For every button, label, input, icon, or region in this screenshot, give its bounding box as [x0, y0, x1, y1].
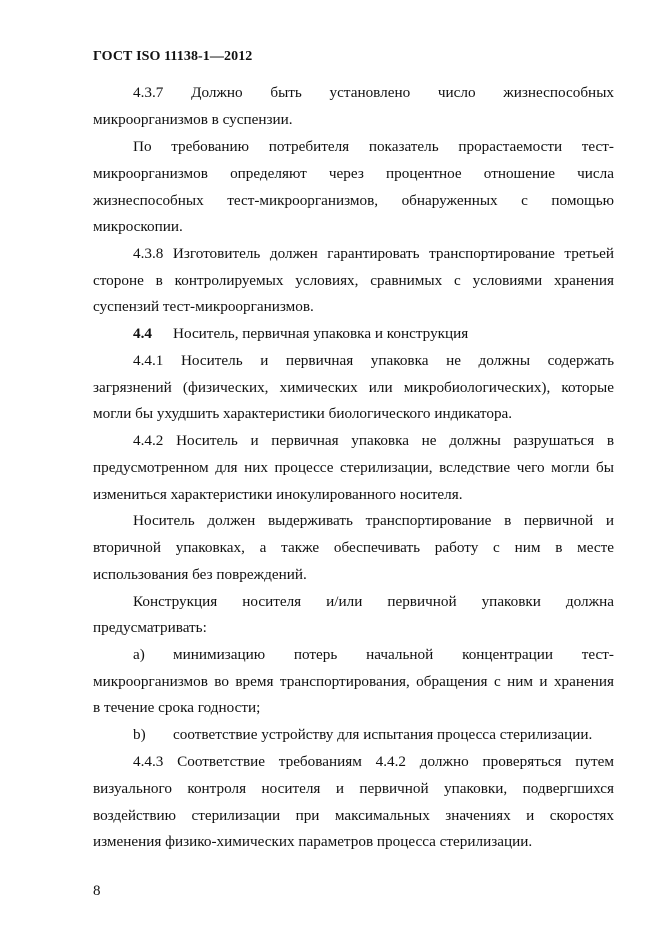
text-line: микроорганизмов во время транспортирования, обращения с ним и хранения	[93, 673, 614, 690]
text-line: микроскопии.	[93, 218, 183, 235]
text-line: стороне в контролируемых условиях, сравнимых с условиями хранения	[93, 272, 614, 289]
text-line: воздействию стерилизации при максимальных значениях и скоростях	[93, 807, 614, 824]
list-marker: b)	[133, 726, 146, 743]
text-line: использования без повреждений.	[93, 566, 307, 583]
text-line: 4.4.1 Носитель и первичная упаковка не должны содержать	[133, 352, 614, 369]
text-line: 4.3.7 Должно быть установлено число жизнеспособных	[133, 84, 614, 101]
text-line: предусмотренном для них процессе стерилизации, вследствие чего могли бы	[93, 459, 614, 476]
text-line: соответствие устройству для испытания процесса стерилизации.	[173, 726, 593, 743]
section-title: Носитель, первичная упаковка и конструкция	[173, 325, 469, 342]
text-line: могли бы ухудшить характеристики биологического индикатора.	[93, 405, 513, 422]
text-line: суспензий тест-микроорганизмов.	[93, 298, 314, 315]
text-line: микроорганизмов определяют через процентное отношение числа	[93, 165, 614, 182]
text-line: изменения физико-химических параметров процесса стерилизации.	[93, 833, 533, 850]
text-line: в течение срока годности;	[93, 699, 261, 716]
text-line: минимизацию потерь начальной концентрации тест-	[173, 646, 614, 663]
text-line: загрязнений (физических, химических или микробиологических), которые	[93, 379, 614, 396]
text-line: вторичной упаковках, а также обеспечивать работу с ним в месте	[93, 539, 614, 556]
text-line: 4.4.3 Соответствие требованиям 4.4.2 должно проверяться путем	[133, 753, 614, 770]
section-number: 4.4	[133, 325, 152, 342]
text-line: По требованию потребителя показатель прорастаемости тест-	[133, 138, 614, 155]
list-marker: a)	[133, 646, 145, 663]
text-line: предусматривать:	[93, 619, 207, 636]
text-line: жизнеспособных тест-микроорганизмов, обнаруженных с помощью	[93, 192, 614, 209]
text-line: Носитель должен выдерживать транспортирование в первичной и	[133, 512, 614, 529]
text-line: микроорганизмов в суспензии.	[93, 111, 293, 128]
text-line: Конструкция носителя и/или первичной упаковки должна	[133, 593, 614, 610]
text-line: визуального контроля носителя и первичной упаковки, подвергшихся	[93, 780, 614, 797]
text-line: 4.4.2 Носитель и первичная упаковка не должны разрушаться в	[133, 432, 614, 449]
page-number: 8	[93, 883, 101, 899]
text-line: измениться характеристики инокулированного носителя.	[93, 486, 463, 503]
document-header: ГОСТ ISO 11138-1—2012	[93, 49, 253, 64]
text-line: 4.3.8 Изготовитель должен гарантировать транспортирование третьей	[133, 245, 614, 262]
